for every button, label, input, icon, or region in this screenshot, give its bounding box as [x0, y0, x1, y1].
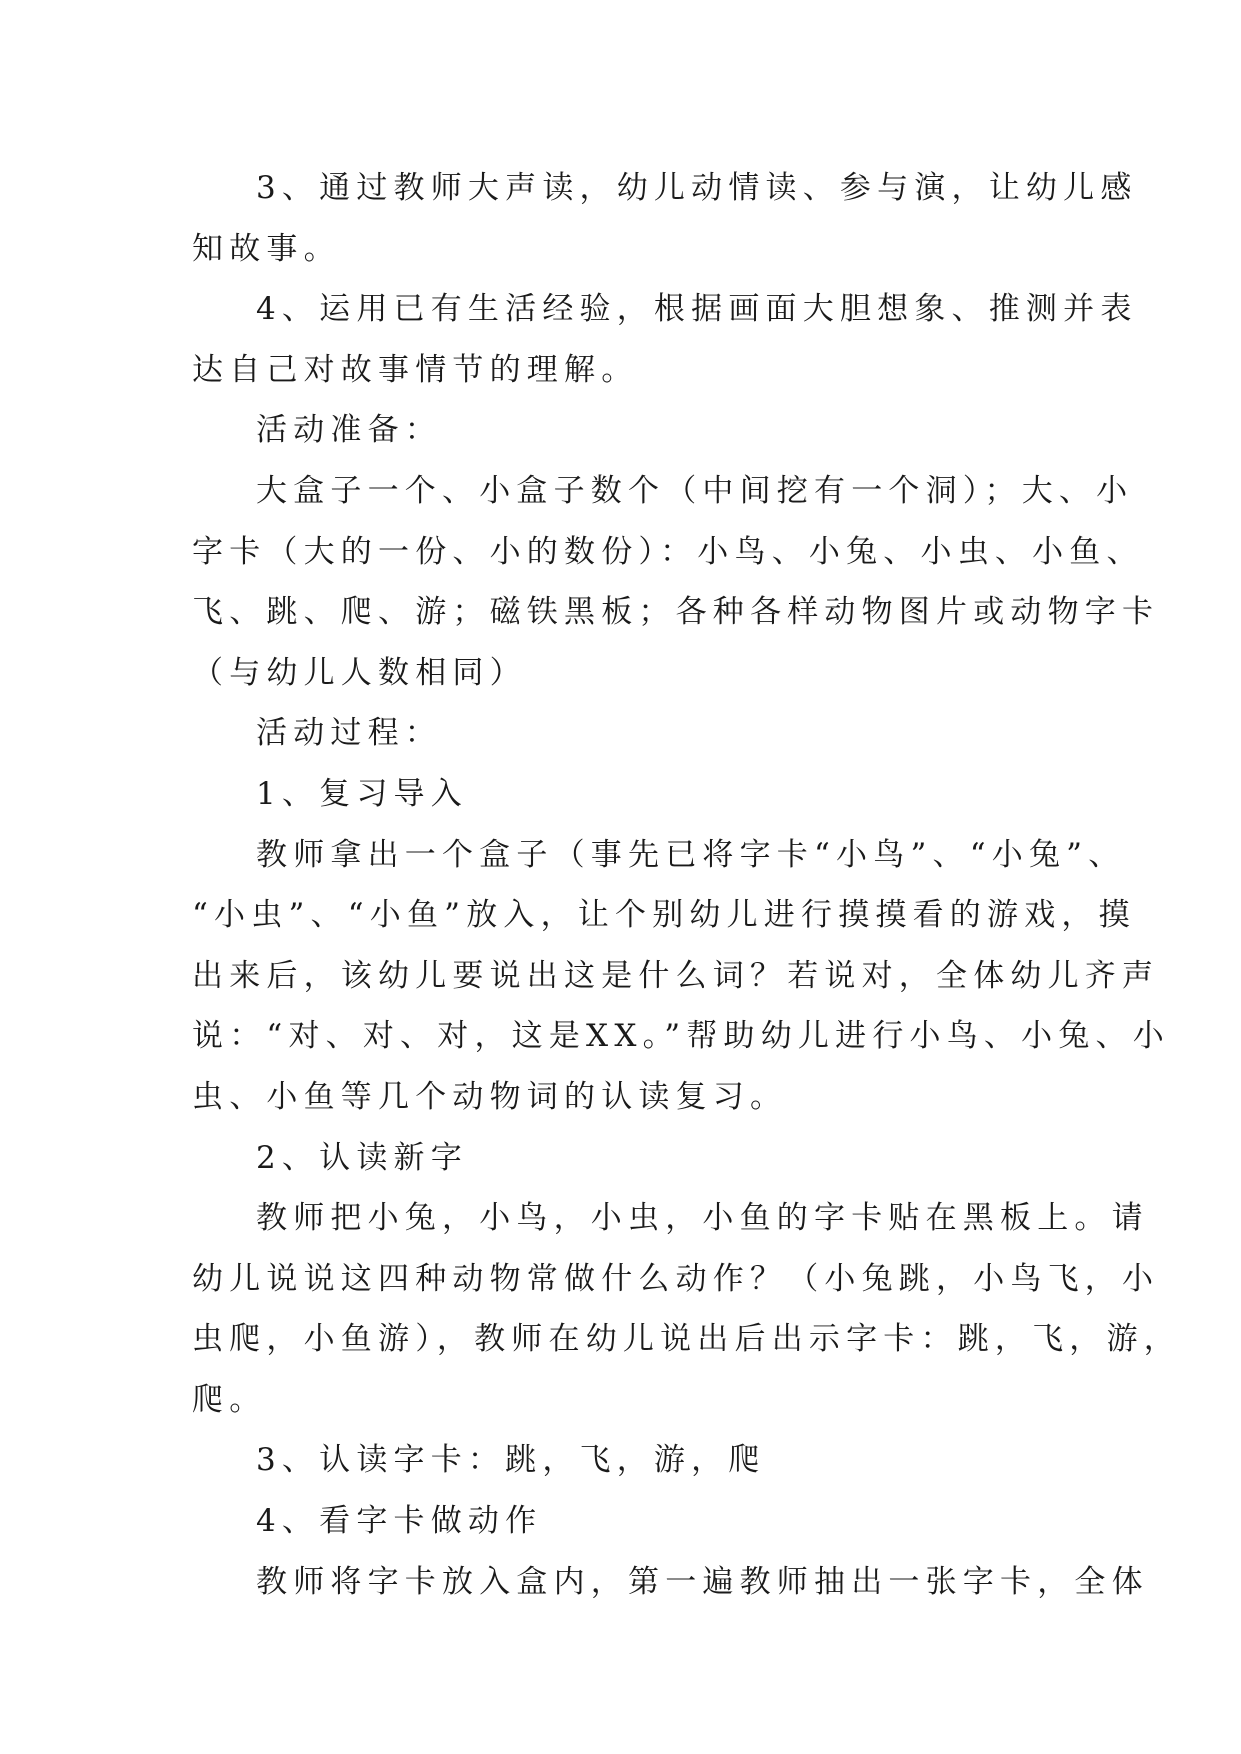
paragraph-line: （与幼儿人数相同） [192, 654, 527, 691]
paragraph-line: 字卡（大的一份、小的数份）：小鸟、小兔、小虫、小鱼、 [192, 533, 1144, 570]
paragraph-line: 虫爬，小鱼游），教师在幼儿说出后出示字卡：跳，飞，游， [192, 1321, 1181, 1358]
step-heading: 1、复习导入 [256, 775, 468, 812]
paragraph-line: 3、通过教师大声读，幼儿动情读、参与演，让幼儿感 [256, 170, 1138, 206]
section-heading: 活动过程： [256, 715, 442, 752]
paragraph-line: 达自己对故事情节的理解。 [192, 351, 639, 388]
paragraph-line: 大盒子一个、小盒子数个（中间挖有一个洞）；大、小 [256, 472, 1134, 509]
document-body [192, 158, 1181, 1612]
paragraph-line: 教师拿出一个盒子（事先已将字卡“小鸟”、“小兔”、 [256, 836, 1126, 873]
paragraph-line: 幼儿说说这四种动物常做什么动作？（小兔跳，小鸟飞，小 [192, 1260, 1160, 1297]
paragraph-line: 教师把小兔，小鸟，小虫，小鱼的字卡贴在黑板上。请 [256, 1200, 1149, 1237]
paragraph-line: 4、运用已有生活经验，根据画面大胆想象、推测并表 [256, 291, 1138, 328]
step-heading: 3、认读字卡：跳，飞，游，爬 [256, 1442, 766, 1479]
paragraph-line: 出来后，该幼儿要说出这是什么词？若说对，全体幼儿齐声 [192, 957, 1160, 994]
step-heading: 2、认读新字 [256, 1139, 468, 1176]
paragraph-line: 教师将字卡放入盒内，第一遍教师抽出一张字卡，全体 [256, 1563, 1149, 1600]
paragraph-line: 爬。 [192, 1381, 267, 1418]
step-heading: 4、看字卡做动作 [256, 1503, 543, 1540]
paragraph-line: 知故事。 [192, 230, 341, 267]
section-heading: 活动准备： [256, 412, 442, 449]
paragraph-line: 虫、小鱼等几个动物词的认读复习。 [192, 1078, 788, 1115]
paragraph-line: 飞、跳、爬、游；磁铁黑板；各种各样动物图片或动物字卡 [192, 594, 1160, 631]
paragraph-line: 说：“对、对、对，这是XX。”帮助幼儿进行小鸟、小兔、小 [192, 1018, 1170, 1055]
paragraph-line: “小虫”、“小鱼”放入，让个别幼儿进行摸摸看的游戏，摸 [192, 897, 1136, 934]
